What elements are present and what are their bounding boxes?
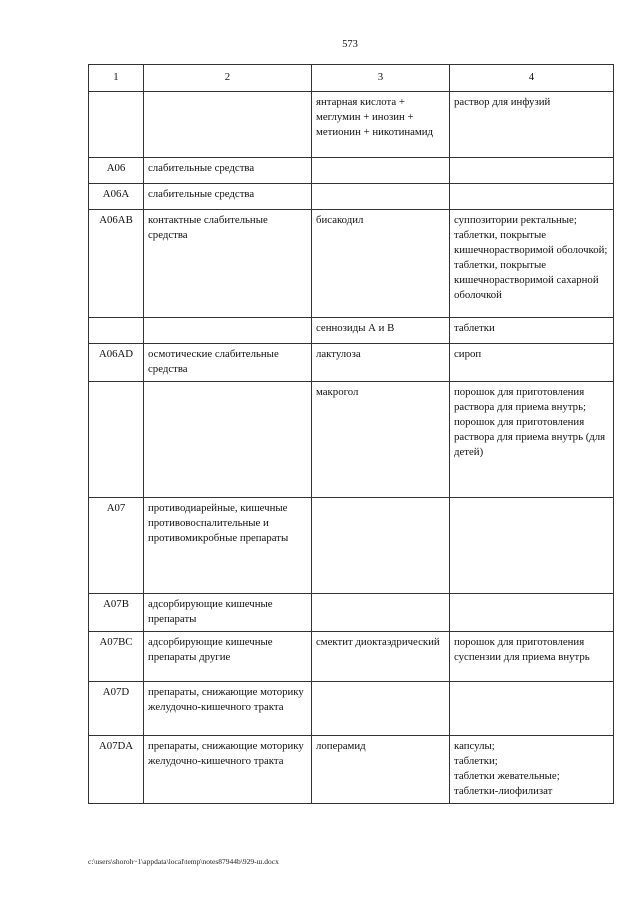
substance-cell: лоперамид [312,736,450,804]
substance-cell: лактулоза [312,344,450,382]
table-row [89,498,614,594]
table-row [89,92,614,158]
substance-cell: макрогол [312,382,450,498]
footer-file-path: c:\users\shoroh~1\appdata\local\temp\notes87944b\929-ш.docx [88,857,279,866]
atc-code-cell: A06A [89,184,144,210]
dosage-form-cell [450,158,614,184]
table-row [89,594,614,632]
group-name-cell: слабительные средства [144,158,312,184]
dosage-form-cell: сироп [450,344,614,382]
dosage-form-cell: раствор для инфузий [450,92,614,158]
substance-cell: бисакодил [312,210,450,318]
group-name-cell: противодиарейные, кишечные противовоспалительные и противомикробные препараты [144,498,312,594]
substance-cell: смектит диоктаэдрический [312,632,450,682]
group-name-cell: контактные слабительные средства [144,210,312,318]
header-cell-col2: 2 [144,65,312,92]
group-name-cell [144,382,312,498]
table-row [89,344,614,382]
group-name-cell: осмотические слабительные средства [144,344,312,382]
table-row [89,736,614,804]
table-row [89,158,614,184]
dosage-form-cell [450,184,614,210]
atc-code-cell [89,382,144,498]
substance-cell [312,682,450,736]
drug-table [88,64,614,804]
group-name-cell: слабительные средства [144,184,312,210]
table-row [89,184,614,210]
atc-code-cell: A06AB [89,210,144,318]
header-cell-col3: 3 [312,65,450,92]
header-cell-col1: 1 [89,65,144,92]
atc-code-cell [89,318,144,344]
dosage-form-cell [450,498,614,594]
atc-code-cell: A07D [89,682,144,736]
group-name-cell: адсорбирующие кишечные препараты другие [144,632,312,682]
dosage-form-cell: таблетки [450,318,614,344]
atc-code-cell: A06 [89,158,144,184]
dosage-form-cell [450,594,614,632]
dosage-form-cell [450,682,614,736]
table-row [89,682,614,736]
substance-cell: янтарная кислота + меглумин + инозин + метионин + никотинамид [312,92,450,158]
group-name-cell: адсорбирующие кишечные препараты [144,594,312,632]
dosage-form-cell: суппозитории ректальные; таблетки, покрытые кишечнорастворимой оболочкой; таблетки, покрытые кишечнорастворимой сахарной оболочкой [450,210,614,318]
atc-code-cell [89,92,144,158]
dosage-form-cell: капсулы; таблетки; таблетки жевательные; таблетки-лиофилизат [450,736,614,804]
table-row [89,382,614,498]
group-name-cell: препараты, снижающие моторику желудочно-кишечного тракта [144,682,312,736]
atc-code-cell: A06AD [89,344,144,382]
group-name-cell: препараты, снижающие моторику желудочно-кишечного тракта [144,736,312,804]
atc-code-cell: A07 [89,498,144,594]
substance-cell [312,498,450,594]
dosage-form-cell: порошок для приготовления раствора для приема внутрь; порошок для приготовления раствора для приема внутрь (для детей) [450,382,614,498]
header-cell-col4: 4 [450,65,614,92]
substance-cell [312,594,450,632]
table-header-row [89,65,614,92]
dosage-form-cell: порошок для приготовления суспензии для приема внутрь [450,632,614,682]
group-name-cell [144,92,312,158]
table-row [89,318,614,344]
substance-cell [312,158,450,184]
atc-code-cell: A07BC [89,632,144,682]
table-row [89,210,614,318]
atc-code-cell: A07DA [89,736,144,804]
page-number: 573 [342,39,358,50]
substance-cell: сеннозиды А и В [312,318,450,344]
group-name-cell [144,318,312,344]
table-row [89,632,614,682]
atc-code-cell: A07B [89,594,144,632]
substance-cell [312,184,450,210]
